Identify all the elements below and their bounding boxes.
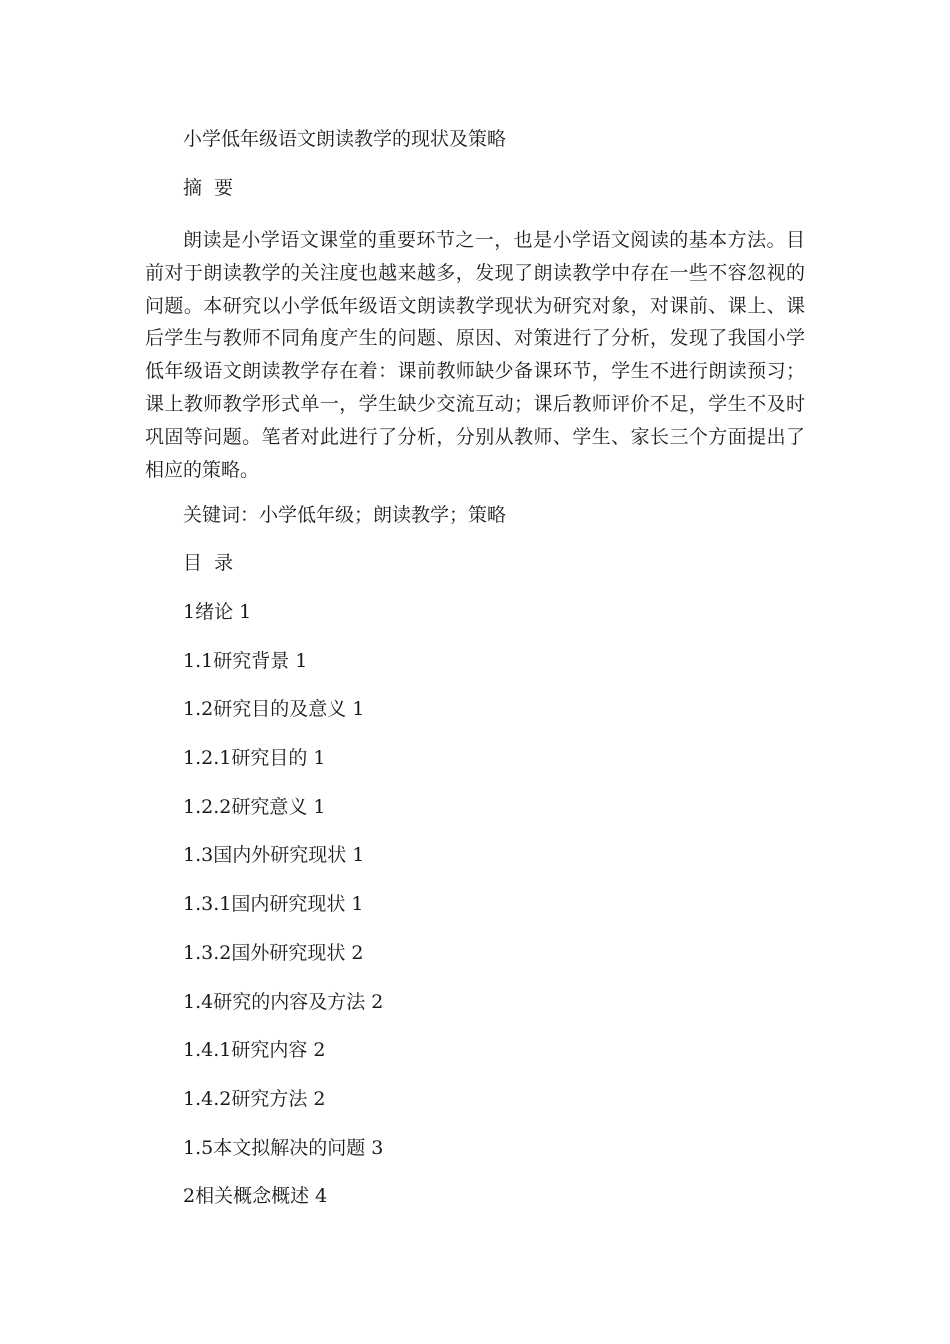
toc-entry: 1.2.2研究意义 1 — [183, 796, 326, 818]
toc-entry: 1.5本文拟解决的问题 3 — [183, 1137, 384, 1159]
document-title: 小学低年级语文朗读教学的现状及策略 — [183, 128, 507, 150]
toc-entry: 1.1研究背景 1 — [183, 650, 308, 672]
toc-heading: 目 录 — [183, 552, 234, 574]
toc-entry: 1.2.1研究目的 1 — [183, 747, 326, 769]
toc-entry: 1.4.1研究内容 2 — [183, 1039, 326, 1061]
toc-entry: 1.3国内外研究现状 1 — [183, 844, 365, 866]
toc-entry: 2相关概念概述 4 — [183, 1185, 328, 1207]
toc-entry: 1.3.1国内研究现状 1 — [183, 893, 364, 915]
abstract-body: 朗读是小学语文课堂的重要环节之一，也是小学语文阅读的基本方法。目前对于朗读教学的关注度也越来越多，发现了朗读教学中存在一些不容忽视的问题。本研究以小学低年级语文朗读教学现状为研究对象，对课前、课上、课后学生与教师不同角度产生的问题、原因、对策进行了分析，发现了我国小学低年级语文朗读教学存在着：课前教师缺少备课环节，学生不进行朗读预习；课上教师教学形式单一，学生缺少交流互动；课后教师评价不足，学生不及时巩固等问题。笔者对此进行了分析，分别从教师、学生、家长三个方面提出了相应的策略。 — [145, 229, 805, 481]
toc-entry: 1.4.2研究方法 2 — [183, 1088, 326, 1110]
toc-entry: 1.4研究的内容及方法 2 — [183, 991, 384, 1013]
abstract-heading: 摘 要 — [183, 177, 234, 199]
toc-entry: 1绪论 1 — [183, 601, 252, 623]
toc-entry: 1.2研究目的及意义 1 — [183, 698, 365, 720]
keywords-line: 关键词：小学低年级；朗读教学；策略 — [183, 504, 507, 526]
toc-entry: 1.3.2国外研究现状 2 — [183, 942, 364, 964]
